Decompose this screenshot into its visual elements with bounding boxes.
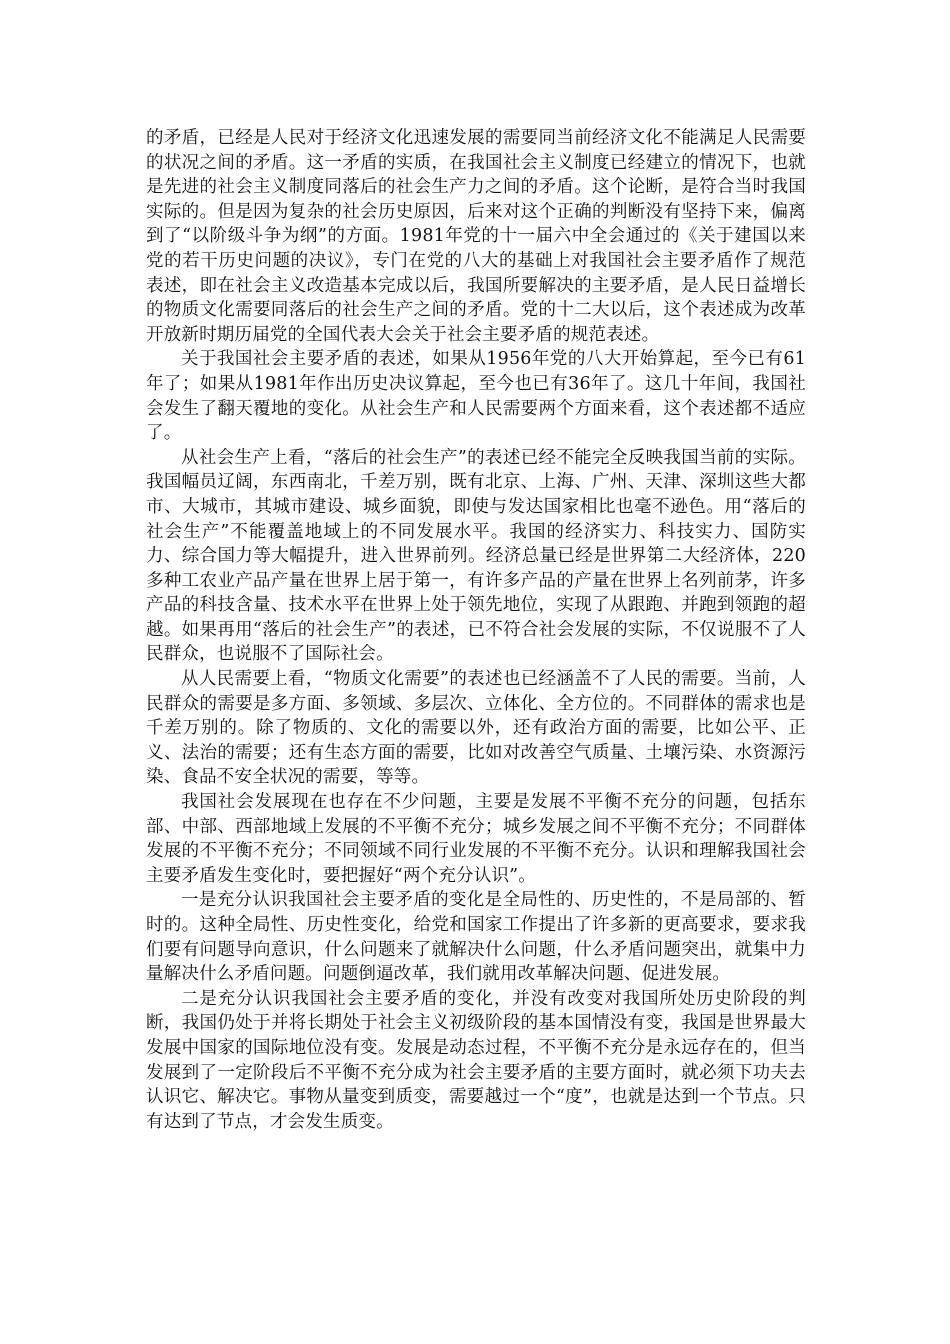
paragraph: 从人民需要上看，“物质文化需要”的表述也已经涵盖不了人民的需要。当前，人民群众的需要是多方面、多领域、多层次、立体化、全方位的。不同群体的需求也是千差万别的。除了物质的、文化的需要以外，还有政治方面的需要，比如公平、正义、法治的需要；还有生态方面的需要，比如对改善空气质量、土壤污染、水资源污染、食品不安全状况的需要，等等。 <box>146 669 806 788</box>
paragraph: 二是充分认识我国社会主要矛盾的变化，并没有改变对我国所处历史阶段的判断，我国仍处于并将长期处于社会主义初级阶段的基本国情没有变，我国是世界最大发展中国家的国际地位没有变。发展是动态过程，不平衡不充分是永远存在的，但当发展到了一定阶段后不平衡不充分成为社会主要矛盾的主要方面时，就必须下功夫去认识它、解决它。事物从量变到质变，需要越过一个“度”，也就是达到一个节点。只有达到了节点，才会发生质变。 <box>146 988 806 1132</box>
document-body <box>146 126 806 1134</box>
paragraph: 我国社会发展现在也存在不少问题，主要是发展不平衡不充分的问题，包括东部、中部、西部地域上发展的不平衡不充分；城乡发展之间不平衡不充分；不同群体发展的不平衡不充分；不同领域不同行业发展的不平衡不充分。认识和理解我国社会主要矛盾发生变化时，要把握好“两个充分认识”。 <box>146 792 806 886</box>
paragraph: 一是充分认识我国社会主要矛盾的变化是全局性的、历史性的，不是局部的、暂时的。这种全局性、历史性变化，给党和国家工作提出了许多新的更高要求，要求我们要有问题导向意识，什么问题来了就解决什么问题，什么矛盾问题突出，就集中力量解决什么矛盾问题。问题倒逼改革，我们就用改革解决问题、促进发展。 <box>146 890 806 985</box>
paragraph: 从社会生产上看，“落后的社会生产”的表述已经不能完全反映我国当前的实际。我国幅员辽阔，东西南北，千差万别，既有北京、上海、广州、天津、深圳这些大都市、大城市，其城市建设、城乡面貌，即使与发达国家相比也毫不逊色。用“落后的社会生产”不能覆盖地域上的不同发展水平。我国的经济实力、科技实力、国防实力、综合国力等大幅提升，进入世界前列。经济总量已经是世界第二大经济体，220多种工农业产品产量在世界上居于第一，有许多产品的产量在世界上名列前茅，许多产品的科技含量、技术水平在世界上处于领先地位，实现了从跟跑、并跑到领跑的超越。如果再用“落后的社会生产”的表述，已不符合社会发展的实际，不仅说服不了人民群众，也说服不了国际社会。 <box>146 447 806 665</box>
paragraph: 关于我国社会主要矛盾的表述，如果从1956年党的八大开始算起，至今已有61年了；如果从1981年作出历史决议算起，至今也已有36年了。这几十年间，我国社会发生了翻天覆地的变化。从社会生产和人民需要两个方面来看，这个表述都不适应了。 <box>146 349 806 444</box>
paragraph-continuation: 的矛盾，已经是人民对于经济文化迅速发展的需要同当前经济文化不能满足人民需要的状况之间的矛盾。这一矛盾的实质，在我国社会主义制度已经建立的情况下，也就是先进的社会主义制度同落后的社会生产力之间的矛盾。这个论断，是符合当时我国实际的。但是因为复杂的社会历史原因，后来对这个正确的判断没有坚持下来，偏离到了“以阶级斗争为纲”的方面。1981年党的十一届六中全会通过的《关于建国以来党的若干历史问题的决议》，专门在党的八大的基础上对我国社会主要矛盾作了规范表述，即在社会主义改造基本完成以后，我国所要解决的主要矛盾，是人民日益增长的物质文化需要同落后的社会生产之间的矛盾。党的十二大以后，这个表述成为改革开放新时期历届党的全国代表大会关于社会主要矛盾的规范表述。 <box>146 128 806 345</box>
